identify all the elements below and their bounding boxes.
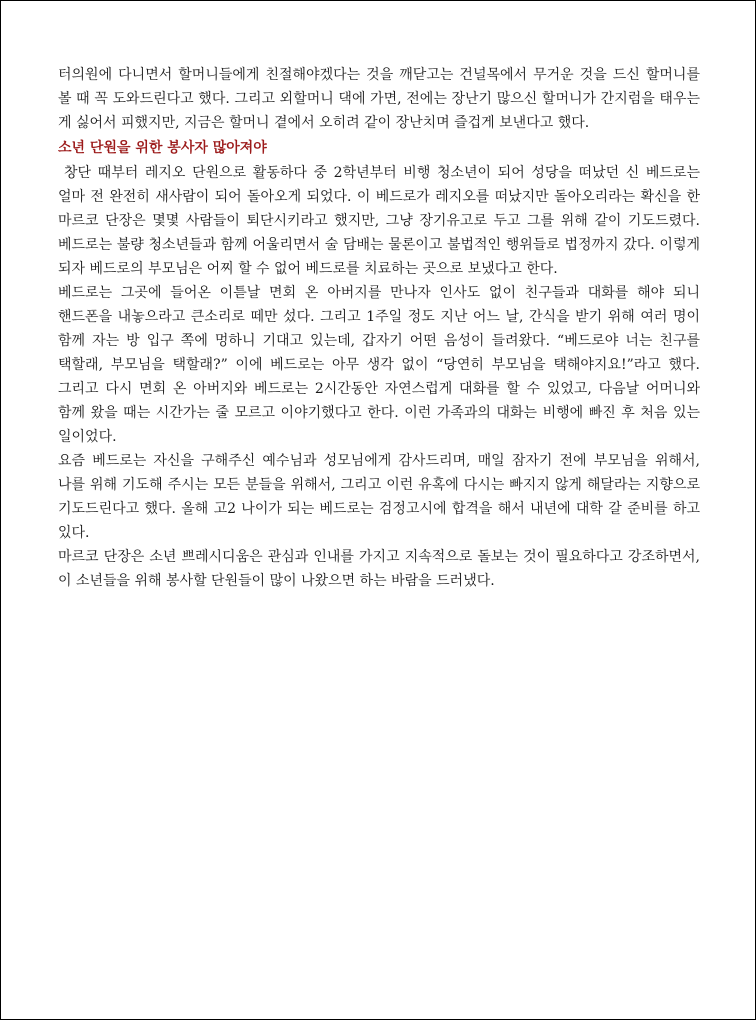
body-paragraph-3: 요즘 베드로는 자신을 구해주신 예수님과 성모님에게 감사드리며, 매일 잠자기 전에 부모님을 위해서, 나를 위해 기도해 주시는 모든 분들을 위해서, 그리고 이런 유혹에 다시는 빠지지 않게 해달라는 지향으로 기도드린다고 했다. 올해 고2 나이가 되는 베드로는 검정고시에 합격을 해서 내년에 대학 갈 준비를 하고 있다. (58, 453, 700, 541)
article-body (58, 63, 700, 593)
section-heading: 소년 단원을 위한 봉사자 많아져야 (58, 140, 267, 156)
body-paragraph-1: 창단 때부터 레지오 단원으로 활동하다 중 2학년부터 비행 청소년이 되어 성당을 떠났던 신 베드로는 얼마 전 완전히 새사람이 되어 돌아오게 되었다. 이 베드로가 레지오를 떠났지만 돌아오리라는 확신을 한 마르코 단장은 몇몇 사람들이 퇴단시키라고 했지만, 그냥 장기유고로 두고 그를 위해 같이 기도드렸다. 베드로는 불량 청소년들과 함께 어울리면서 술 담배는 물론이고 불법적인 행위들로 법정까지 갔다. 이렇게 되자 베드로의 부모님은 어찌 할 수 없어 베드로를 치료하는 곳으로 보냈다고 한다. (58, 165, 700, 277)
intro-paragraph: 터의원에 다니면서 할머니들에게 친절해야겠다는 것을 깨닫고는 건널목에서 무거운 것을 드신 할머니를 볼 때 꼭 도와드린다고 했다. 그리고 외할머니 댁에 가면, 전에는 장난기 많으신 할머니가 간지럼을 태우는 게 싫어서 피했지만, 지금은 할머니 곁에서 오히려 같이 장난치며 즐겁게 보낸다고 했다. (58, 67, 700, 131)
body-paragraph-4: 마르코 단장은 소년 쁘레시디움은 관심과 인내를 가지고 지속적으로 돌보는 것이 필요하다고 강조하면서, 이 소년들을 위해 봉사할 단원들이 많이 나왔으면 하는 바람을 드러냈다. (58, 549, 700, 589)
body-paragraph-2: 베드로는 그곳에 들어온 이튿날 면회 온 아버지를 만나자 인사도 없이 친구들과 대화를 해야 되니 핸드폰을 내놓으라고 큰소리로 떼만 섰다. 그리고 1주일 정도 지난 어느 날, 간식을 받기 위해 여러 명이 함께 자는 방 입구 쪽에 멍하니 기대고 있는데, 갑자기 어떤 음성이 들려왔다. “베드로야 너는 친구를 택할래, 부모님을 택할래?” 이에 베드로는 아무 생각 없이 “당연히 부모님을 택해야지요!”라고 했다. 그리고 다시 면회 온 아버지와 베드로는 2시간동안 자연스럽게 대화를 할 수 있었고, 다음날 어머니와 함께 왔을 때는 시간가는 줄 모르고 이야기했다고 한다. 이런 가족과의 대화는 비행에 빠진 후 처음 있는 일이었다. (58, 285, 700, 445)
